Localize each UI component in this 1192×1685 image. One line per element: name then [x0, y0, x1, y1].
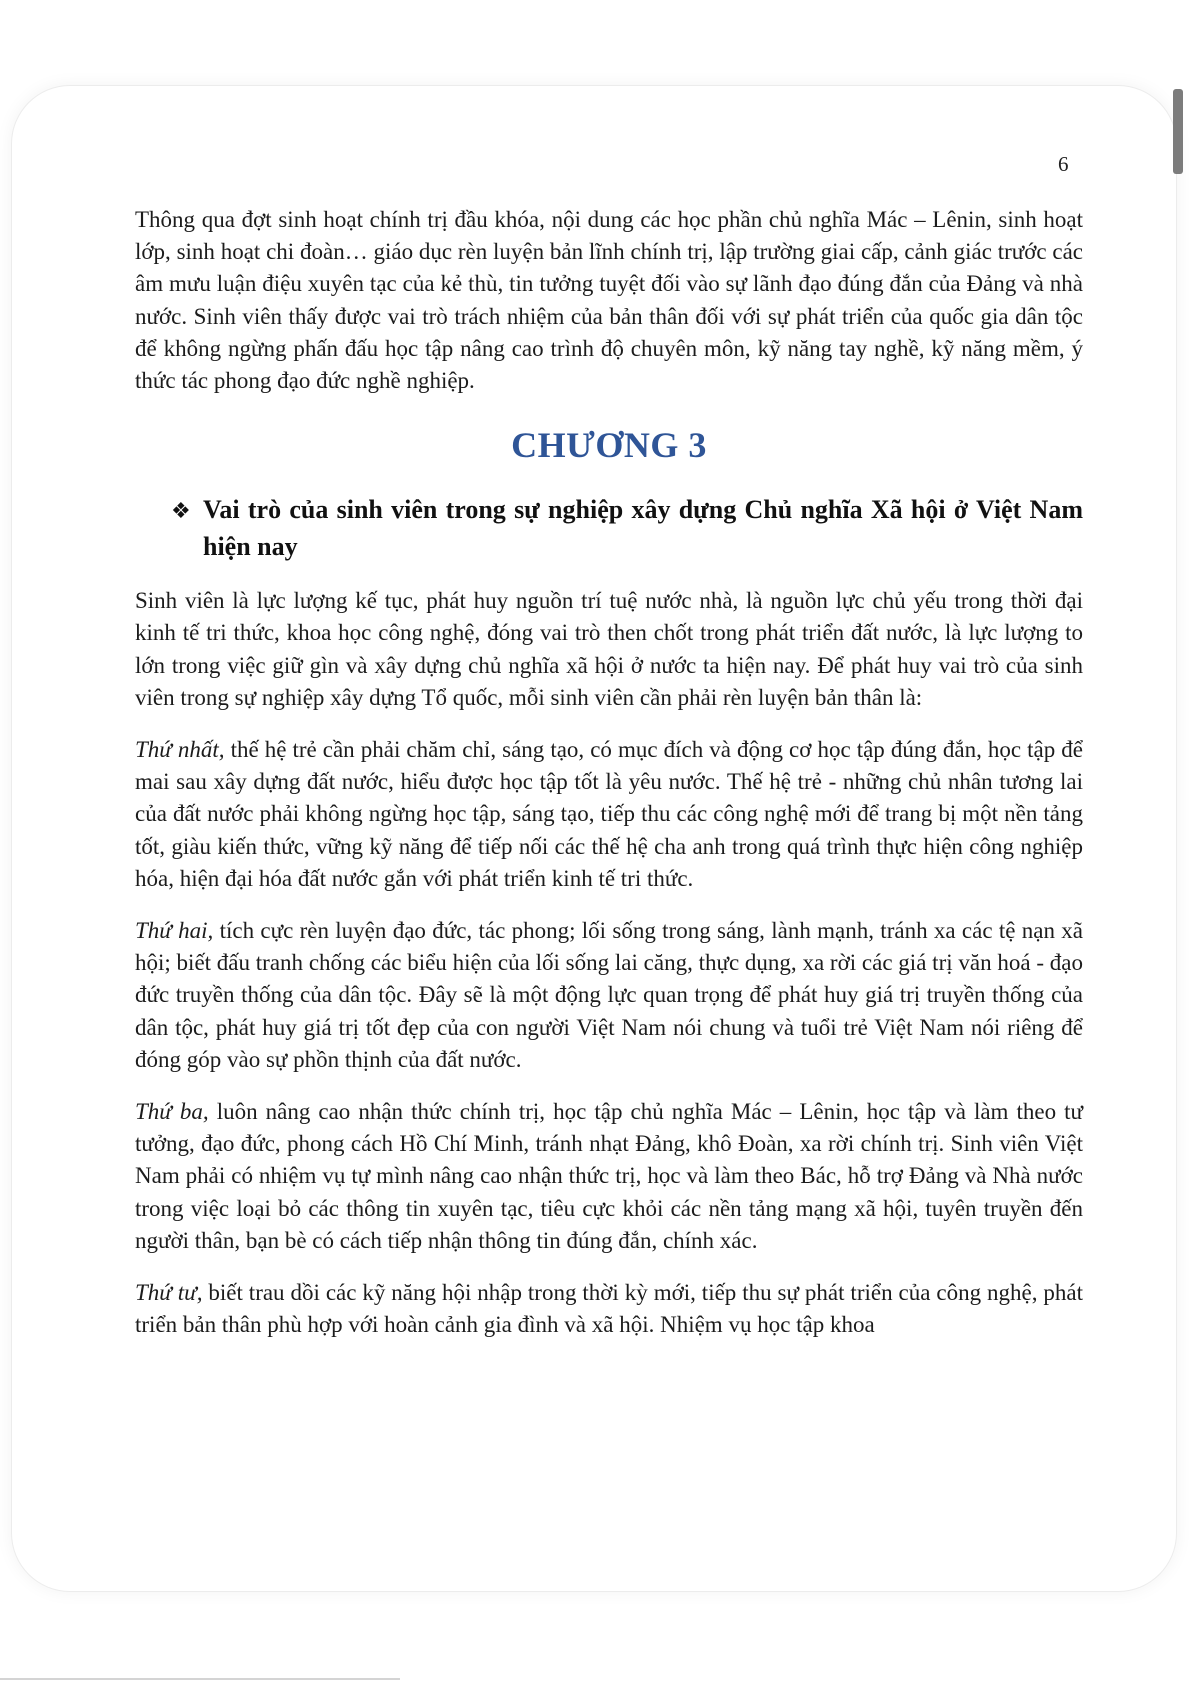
- scrollbar-thumb[interactable]: [1173, 89, 1183, 174]
- point-paragraph-1: [135, 734, 1083, 895]
- point-text: luôn nâng cao nhận thức chính trị, học tập chủ nghĩa Mác – Lênin, học tập và làm theo tư tưởng, đạo đức, phong cách Hồ Chí Minh, tránh nhạt Đảng, khô Đoàn, xa rời chính trị. Sinh viên Việt Nam phải có nhiệm vụ tự mình nâng cao nhận thức trị, học và làm theo Bác, hỗ trợ Đảng và Nhà nước trong việc loại bỏ các thông tin xuyên tạc, tiêu cực khỏi các nền tảng mạng xã hội, tuyên truyền đến người thân, bạn bè có cách tiếp nhận thông tin đúng đắn, chính xác.: [135, 1099, 1083, 1253]
- intro-paragraph: Thông qua đợt sinh hoạt chính trị đầu khóa, nội dung các học phần chủ nghĩa Mác – Lênin, sinh hoạt lớp, sinh hoạt chi đoàn… giáo dục rèn luyện bản lĩnh chính trị, lập trường giai cấp, cảnh giác trước các âm mưu luận điệu xuyên tạc của kẻ thù, tin tưởng tuyệt đối vào sự lãnh đạo đúng đắn của Đảng và nhà nước. Sinh viên thấy được vai trò trách nhiệm của bản thân đối với sự phát triển của quốc gia dân tộc để không ngừng phấn đấu học tập nâng cao trình độ chuyên môn, kỹ năng tay nghề, kỹ năng mềm, ý thức tác phong đạo đức nghề nghiệp.: [135, 207, 1083, 394]
- page-number: 6: [1058, 152, 1069, 176]
- point-lead: Thứ ba,: [135, 1099, 209, 1125]
- point-paragraph-2: [135, 915, 1083, 1076]
- chapter-title: CHƯƠNG 3: [511, 425, 707, 466]
- page-content: [135, 204, 1083, 1341]
- section-heading-text: Vai trò của sinh viên trong sự nghiệp xây dựng Chủ nghĩa Xã hội ở Việt Nam hiện nay: [203, 495, 1083, 562]
- document-page: [12, 86, 1176, 1591]
- section-heading: [135, 491, 1083, 565]
- bottom-divider: [0, 1678, 400, 1680]
- point-text: tích cực rèn luyện đạo đức, tác phong; lối sống trong sáng, lành mạnh, tránh xa các tệ nạn xã hội; biết đấu tranh chống các biểu hiện của lối sống lai căng, thực dụng, xa rời các giá trị văn hoá - đạo đức truyền thống của dân tộc. Đây sẽ là một động lực quan trọng để phát huy giá trị truyền thống của dân tộc, phát huy giá trị tốt đẹp của con người Việt Nam nói chung và tuổi trẻ Việt Nam nói riêng để đóng góp vào sự phồn thịnh của đất nước.: [135, 918, 1083, 1072]
- point-text: biết trau dồi các kỹ năng hội nhập trong thời kỳ mới, tiếp thu sự phát triển của công nghệ, phát triển bản thân phù hợp với hoàn cảnh gia đình và xã hội. Nhiệm vụ học tập khoa: [135, 1280, 1083, 1338]
- point-paragraph-4: [135, 1277, 1083, 1341]
- point-paragraph-3: [135, 1096, 1083, 1257]
- diamond-bullet-icon: ❖: [171, 499, 191, 525]
- point-lead: Thứ tư,: [135, 1280, 203, 1306]
- vertical-scrollbar[interactable]: [1172, 86, 1186, 1591]
- point-lead: Thứ nhất,: [135, 737, 225, 763]
- section-intro-paragraph: Sinh viên là lực lượng kế tục, phát huy nguồn trí tuệ nước nhà, là nguồn lực chủ yếu trong thời đại kinh tế tri thức, khoa học công nghệ, đóng vai trò then chốt trong phát triển đất nước, là lực lượng to lớn trong việc giữ gìn và xây dựng chủ nghĩa xã hội ở nước ta hiện nay. Để phát huy vai trò của sinh viên trong sự nghiệp xây dựng Tổ quốc, mỗi sinh viên cần phải rèn luyện bản thân là:: [135, 588, 1083, 710]
- point-text: thế hệ trẻ cần phải chăm chỉ, sáng tạo, có mục đích và động cơ học tập đúng đắn, học tập để mai sau xây dựng đất nước, hiểu được học tập tốt là yêu nước. Thế hệ trẻ - những chủ nhân tương lai của đất nước phải không ngừng học tập, sáng tạo, tiếp thu các công nghệ mới để trang bị một nền tảng tốt, giàu kiến thức, vững kỹ năng để tiếp nối các thế hệ cha anh trong quá trình thực hiện công nghiệp hóa, hiện đại hóa đất nước gắn với phát triển kinh tế tri thức.: [135, 737, 1083, 891]
- point-lead: Thứ hai,: [135, 918, 214, 944]
